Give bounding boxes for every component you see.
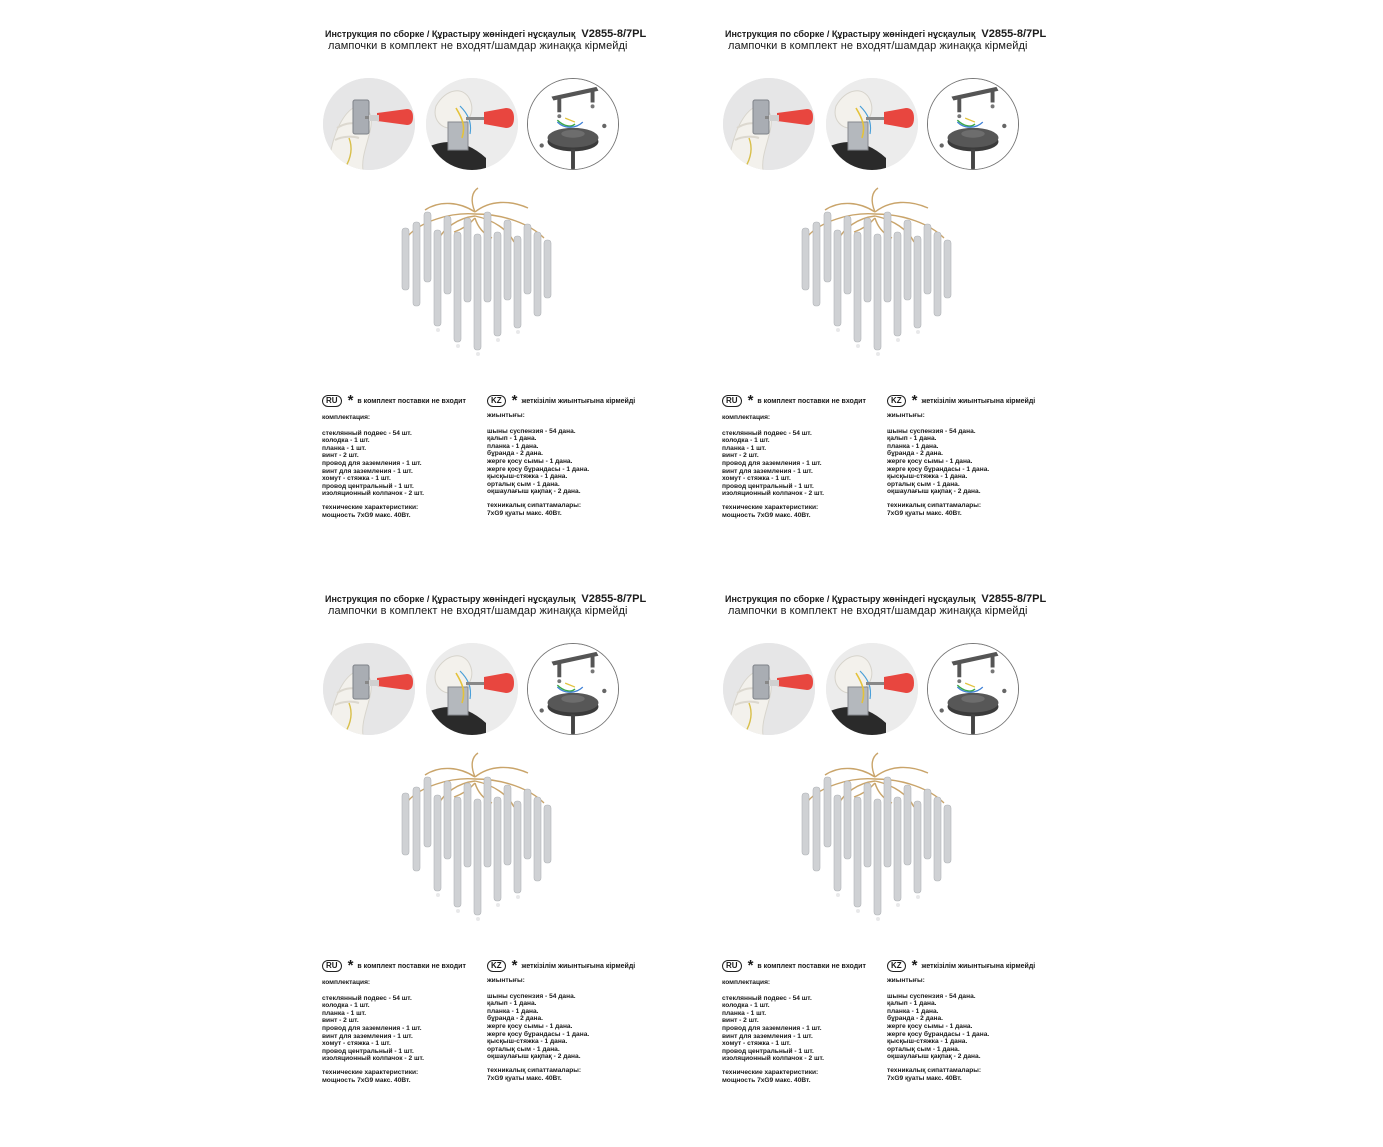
- list-item: қалып - 1 дана.: [487, 1000, 537, 1008]
- bulbs-note: лампочки в комплект не входят/шамдар жинаққа кірмейді: [328, 605, 628, 617]
- step-photo-wiring: [426, 643, 518, 735]
- list-item: стеклянный подвес - 54 шт.: [722, 994, 812, 1002]
- kz-kit-list: [887, 993, 989, 1061]
- ru-kit-list: [322, 995, 424, 1063]
- list-item: винт для заземления - 1 шт.: [322, 467, 413, 475]
- chandelier-photo: [380, 182, 570, 362]
- asterisk-icon: *: [347, 392, 354, 409]
- list-item: изоляционный колпачок - 2 шт.: [722, 490, 824, 498]
- list-item: орталық сым - 1 дана.: [887, 480, 960, 488]
- kz-legend: [487, 394, 635, 408]
- kz-kit-heading: жиынтығы:: [887, 412, 925, 419]
- ru-kit-heading: комплектация:: [722, 979, 771, 986]
- list-item: қалып - 1 дана.: [887, 435, 937, 443]
- kz-not-included: жеткізілім жиынтығына кірмейді: [921, 962, 1036, 970]
- list-item: провод для заземления - 1 шт.: [322, 1024, 422, 1032]
- kz-kit-list: [487, 428, 589, 496]
- ru-specs: [322, 414, 424, 519]
- kz-tech-value: 7xG9 қуаты макс. 40Вт.: [487, 1074, 562, 1082]
- kz-not-included: жеткізілім жиынтығына кірмейді: [921, 397, 1036, 405]
- list-item: изоляционный колпачок - 2 шт.: [322, 1055, 424, 1063]
- list-item: орталық сым - 1 дана.: [487, 480, 560, 488]
- kz-tech-heading: техникалық сипаттамалары:: [887, 1066, 982, 1074]
- list-item: шыны суспензия - 54 дана.: [887, 427, 976, 435]
- list-item: оқшаулағыш қақпақ - 2 дана.: [887, 488, 981, 496]
- list-item: провод центральный - 1 шт.: [322, 1047, 414, 1055]
- kz-legend: [487, 959, 635, 973]
- ru-legend: [722, 959, 866, 973]
- kz-specs: [887, 412, 989, 517]
- model-number: V2855-8/7PL: [581, 28, 647, 40]
- list-item: қысқыш-стяжка - 1 дана.: [887, 1038, 968, 1046]
- asterisk-icon: *: [347, 957, 354, 974]
- kz-kit-heading: жиынтығы:: [487, 977, 525, 984]
- list-item: жерге қосу бұрандасы - 1 дана.: [487, 465, 590, 473]
- instruction-title: Инструкция по сборке / Құрастыру жөніндегі нұсқаулық V2855-8/7PL: [325, 28, 647, 40]
- list-item: жерге қосу бұрандасы - 1 дана.: [487, 1030, 590, 1038]
- chandelier-photo: [780, 182, 970, 362]
- list-item: бұранда - 2 дана.: [887, 1015, 943, 1023]
- list-item: винт - 2 шт.: [722, 452, 759, 460]
- list-item: винт для заземления - 1 шт.: [722, 1032, 813, 1040]
- list-item: планка - 1 шт.: [322, 1009, 367, 1017]
- kz-kit-heading: жиынтығы:: [887, 977, 925, 984]
- model-number: V2855-8/7PL: [981, 28, 1047, 40]
- list-item: шыны суспензия - 54 дана.: [487, 992, 576, 1000]
- step-photo-wiring: [426, 78, 518, 170]
- list-item: бұранда - 2 дана.: [887, 450, 943, 458]
- list-item: винт - 2 шт.: [322, 1017, 359, 1025]
- kz-legend: [887, 394, 1035, 408]
- list-item: жерге қосу сымы - 1 дана.: [887, 457, 973, 465]
- ru-legend: [322, 959, 466, 973]
- list-item: шыны суспензия - 54 дана.: [487, 427, 576, 435]
- kz-tech-value: 7xG9 қуаты макс. 40Вт.: [887, 1074, 962, 1082]
- kz-not-included: жеткізілім жиынтығына кірмейді: [521, 397, 636, 405]
- list-item: қысқыш-стяжка - 1 дана.: [487, 1038, 568, 1046]
- list-item: жерге қосу сымы - 1 дана.: [487, 1022, 573, 1030]
- model-number: V2855-8/7PL: [581, 593, 647, 605]
- instruction-title: Инструкция по сборке / Құрастыру жөніндегі нұсқаулық V2855-8/7PL: [325, 593, 647, 605]
- list-item: қысқыш-стяжка - 1 дана.: [487, 473, 568, 481]
- asterisk-icon: *: [911, 392, 918, 409]
- ru-specs: [322, 979, 424, 1084]
- list-item: изоляционный колпачок - 2 шт.: [322, 490, 424, 498]
- ru-badge: RU: [322, 960, 342, 972]
- ru-tech-heading: технические характеристики:: [722, 503, 819, 511]
- list-item: винт - 2 шт.: [722, 1017, 759, 1025]
- instruction-panel: [720, 22, 1120, 582]
- instruction-panel: [320, 22, 720, 582]
- step-photo-screwdriver: [723, 643, 815, 735]
- ru-tech-value: мощность 7xG9 макс. 40Вт.: [322, 1076, 411, 1084]
- instruction-panel: [720, 587, 1120, 1147]
- list-item: планка - 1 шт.: [322, 444, 367, 452]
- list-item: провод центральный - 1 шт.: [722, 1047, 814, 1055]
- list-item: планка - 1 шт.: [722, 444, 767, 452]
- kz-tech-heading: техникалық сипаттамалары:: [487, 1066, 582, 1074]
- kz-not-included: жеткізілім жиынтығына кірмейді: [521, 962, 636, 970]
- list-item: бұранда - 2 дана.: [487, 450, 543, 458]
- list-item: орталық сым - 1 дана.: [887, 1045, 960, 1053]
- list-item: винт - 2 шт.: [322, 452, 359, 460]
- list-item: жерге қосу сымы - 1 дана.: [487, 457, 573, 465]
- kz-specs: [487, 412, 589, 517]
- step-diagram-mounting: [927, 643, 1019, 735]
- list-item: колодка - 1 шт.: [722, 1002, 770, 1010]
- kz-badge: KZ: [487, 960, 506, 972]
- list-item: қалып - 1 дана.: [887, 1000, 937, 1008]
- instruction-panel: [320, 587, 720, 1147]
- model-number: V2855-8/7PL: [981, 593, 1047, 605]
- ru-legend: [722, 394, 866, 408]
- list-item: планка - 1 дана.: [887, 442, 939, 450]
- list-item: бұранда - 2 дана.: [487, 1015, 543, 1023]
- ru-tech-heading: технические характеристики:: [322, 1068, 419, 1076]
- kz-badge: KZ: [887, 960, 906, 972]
- asterisk-icon: *: [747, 957, 754, 974]
- list-item: хомут - стяжка - 1 шт.: [322, 1040, 391, 1048]
- list-item: оқшаулағыш қақпақ - 2 дана.: [887, 1053, 981, 1061]
- ru-kit-heading: комплектация:: [322, 979, 371, 986]
- step-photo-screwdriver: [323, 643, 415, 735]
- bulbs-note: лампочки в комплект не входят/шамдар жинаққа кірмейді: [328, 40, 628, 52]
- bulbs-note: лампочки в комплект не входят/шамдар жинаққа кірмейді: [728, 40, 1028, 52]
- list-item: жерге қосу бұрандасы - 1 дана.: [887, 1030, 990, 1038]
- list-item: винт для заземления - 1 шт.: [722, 467, 813, 475]
- list-item: стеклянный подвес - 54 шт.: [322, 429, 412, 437]
- instruction-sheet: [290, 0, 1100, 1131]
- ru-badge: RU: [722, 960, 742, 972]
- kz-tech-heading: техникалық сипаттамалары:: [487, 501, 582, 509]
- list-item: провод центральный - 1 шт.: [722, 482, 814, 490]
- instruction-title: Инструкция по сборке / Құрастыру жөніндегі нұсқаулық V2855-8/7PL: [725, 593, 1047, 605]
- ru-not-included: в комплект поставки не входит: [757, 397, 866, 405]
- ru-badge: RU: [322, 395, 342, 407]
- kz-tech-value: 7xG9 қуаты макс. 40Вт.: [487, 509, 562, 517]
- ru-badge: RU: [722, 395, 742, 407]
- kz-specs: [887, 977, 989, 1082]
- ru-not-included: в комплект поставки не входит: [357, 397, 466, 405]
- step-diagram-mounting: [527, 643, 619, 735]
- list-item: планка - 1 дана.: [487, 1007, 539, 1015]
- list-item: планка - 1 дана.: [887, 1007, 939, 1015]
- step-diagram-mounting: [927, 78, 1019, 170]
- asterisk-icon: *: [747, 392, 754, 409]
- list-item: колодка - 1 шт.: [722, 437, 770, 445]
- list-item: хомут - стяжка - 1 шт.: [722, 475, 791, 483]
- kz-badge: KZ: [887, 395, 906, 407]
- ru-kit-list: [722, 430, 824, 498]
- list-item: колодка - 1 шт.: [322, 437, 370, 445]
- instruction-title: Инструкция по сборке / Құрастыру жөніндегі нұсқаулық V2855-8/7PL: [725, 28, 1047, 40]
- kz-specs: [487, 977, 589, 1082]
- list-item: орталық сым - 1 дана.: [487, 1045, 560, 1053]
- ru-kit-heading: комплектация:: [722, 414, 771, 421]
- list-item: изоляционный колпачок - 2 шт.: [722, 1055, 824, 1063]
- list-item: провод центральный - 1 шт.: [322, 482, 414, 490]
- step-photo-wiring: [826, 78, 918, 170]
- list-item: оқшаулағыш қақпақ - 2 дана.: [487, 488, 581, 496]
- ru-tech-value: мощность 7xG9 макс. 40Вт.: [722, 511, 811, 519]
- ru-not-included: в комплект поставки не входит: [357, 962, 466, 970]
- list-item: стеклянный подвес - 54 шт.: [322, 994, 412, 1002]
- list-item: колодка - 1 шт.: [322, 1002, 370, 1010]
- asterisk-icon: *: [911, 957, 918, 974]
- ru-specs: [722, 414, 824, 519]
- kz-legend: [887, 959, 1035, 973]
- ru-legend: [322, 394, 466, 408]
- bulbs-note: лампочки в комплект не входят/шамдар жинаққа кірмейді: [728, 605, 1028, 617]
- list-item: хомут - стяжка - 1 шт.: [722, 1040, 791, 1048]
- ru-tech-value: мощность 7xG9 макс. 40Вт.: [722, 1076, 811, 1084]
- kz-tech-value: 7xG9 қуаты макс. 40Вт.: [887, 509, 962, 517]
- list-item: қысқыш-стяжка - 1 дана.: [887, 473, 968, 481]
- list-item: оқшаулағыш қақпақ - 2 дана.: [487, 1053, 581, 1061]
- list-item: провод для заземления - 1 шт.: [722, 1024, 822, 1032]
- ru-tech-value: мощность 7xG9 макс. 40Вт.: [322, 511, 411, 519]
- list-item: провод для заземления - 1 шт.: [322, 459, 422, 467]
- list-item: хомут - стяжка - 1 шт.: [322, 475, 391, 483]
- ru-tech-heading: технические характеристики:: [322, 503, 419, 511]
- list-item: шыны суспензия - 54 дана.: [887, 992, 976, 1000]
- list-item: планка - 1 дана.: [487, 442, 539, 450]
- list-item: провод для заземления - 1 шт.: [722, 459, 822, 467]
- list-item: винт для заземления - 1 шт.: [322, 1032, 413, 1040]
- kz-kit-list: [487, 993, 589, 1061]
- chandelier-photo: [380, 747, 570, 927]
- ru-not-included: в комплект поставки не входит: [757, 962, 866, 970]
- list-item: жерге қосу бұрандасы - 1 дана.: [887, 465, 990, 473]
- ru-kit-list: [322, 430, 424, 498]
- kz-tech-heading: техникалық сипаттамалары:: [887, 501, 982, 509]
- step-photo-screwdriver: [723, 78, 815, 170]
- ru-specs: [722, 979, 824, 1084]
- kz-kit-list: [887, 428, 989, 496]
- step-photo-screwdriver: [323, 78, 415, 170]
- kz-badge: KZ: [487, 395, 506, 407]
- list-item: жерге қосу сымы - 1 дана.: [887, 1022, 973, 1030]
- asterisk-icon: *: [511, 957, 518, 974]
- ru-kit-heading: комплектация:: [322, 414, 371, 421]
- step-diagram-mounting: [527, 78, 619, 170]
- asterisk-icon: *: [511, 392, 518, 409]
- chandelier-photo: [780, 747, 970, 927]
- kz-kit-heading: жиынтығы:: [487, 412, 525, 419]
- step-photo-wiring: [826, 643, 918, 735]
- list-item: стеклянный подвес - 54 шт.: [722, 429, 812, 437]
- ru-kit-list: [722, 995, 824, 1063]
- list-item: қалып - 1 дана.: [487, 435, 537, 443]
- list-item: планка - 1 шт.: [722, 1009, 767, 1017]
- ru-tech-heading: технические характеристики:: [722, 1068, 819, 1076]
